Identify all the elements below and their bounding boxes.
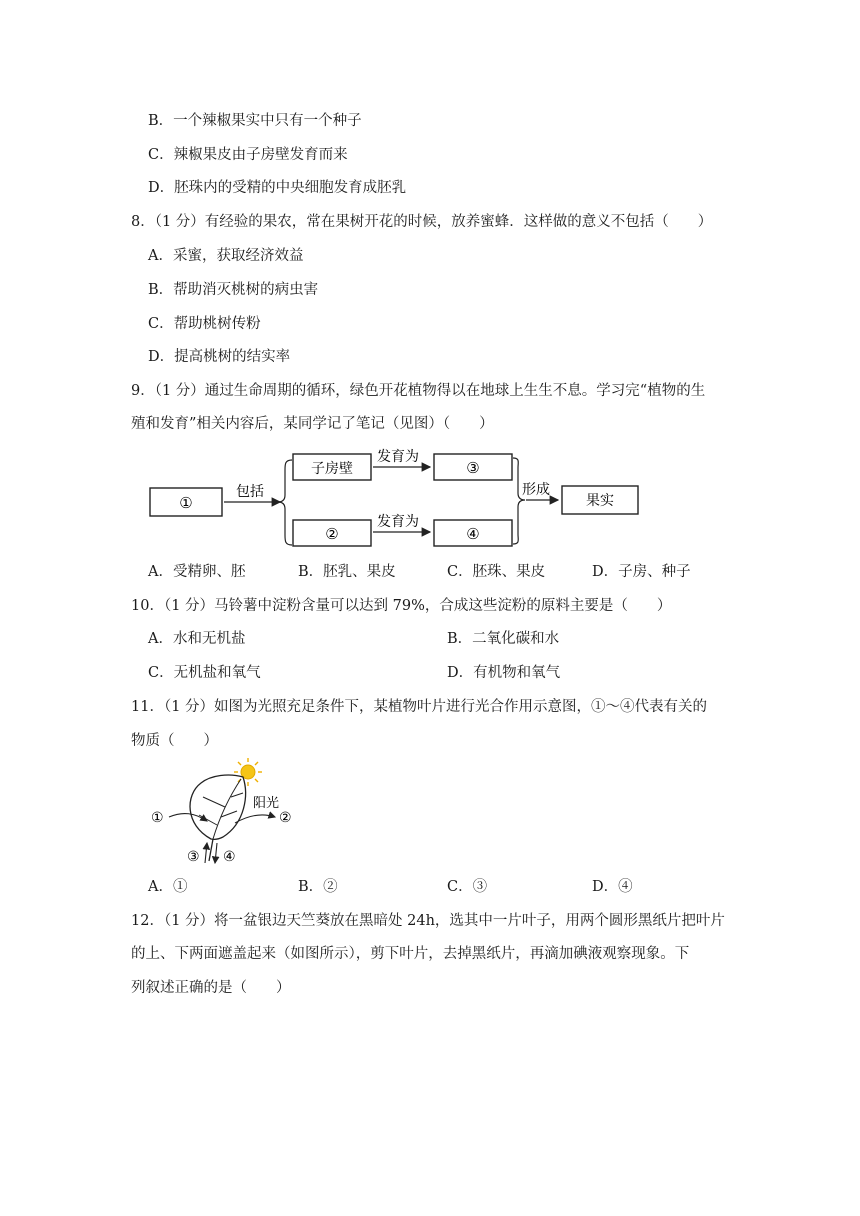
diagram-box-2-label: ②: [325, 525, 339, 543]
q11-stem-line1: 11．（1 分）如图为光照充足条件下，某植物叶片进行光合作用示意图，①～④代表有关的: [131, 699, 708, 715]
q8-option-a: A．采蜜，获取经济效益: [148, 248, 304, 264]
q9-stem-line1: 9．（1 分）通过生命周期的循环，绿色开花植物得以在地球上生生不息。学习完“植物的生: [131, 383, 706, 399]
label-4: ④: [223, 849, 236, 865]
leaf-veins: [199, 779, 243, 839]
left-brace: [278, 460, 292, 545]
develop-arrow-bottom-label: 发育为: [377, 514, 419, 530]
q11-stem-line2: 物质（ ）: [131, 733, 218, 749]
diagram-box-3-label: ③: [466, 459, 480, 477]
develop-arrow-top-label: 发育为: [377, 449, 419, 465]
leaf-stem: [209, 839, 213, 861]
right-brace: [513, 458, 525, 544]
diagram-box-ovary-wall-label: 子房壁: [311, 461, 353, 477]
q9-flow-diagram: [140, 448, 660, 553]
q9-option-a: A．受精卵、胚: [148, 564, 246, 580]
label-1: ①: [151, 810, 164, 826]
diagram-box-fruit-label: 果实: [586, 493, 614, 509]
include-arrow-label: 包括: [236, 484, 264, 500]
q12-stem-line3: 列叙述正确的是（ ）: [131, 980, 291, 996]
diagram-box-4-label: ④: [466, 525, 480, 543]
q10-stem: 10．（1 分）马铃薯中淀粉含量可以达到 79%，合成这些淀粉的原料主要是（ ）: [131, 598, 672, 614]
input-arrow-1: [169, 814, 207, 821]
down-arrow-4: [215, 843, 217, 863]
q11-option-b: B．②: [298, 879, 338, 895]
label-2: ②: [279, 810, 292, 826]
q10-option-b: B．二氧化碳和水: [447, 631, 560, 647]
q11-leaf-figure: [145, 755, 305, 870]
q10-option-d: D．有机物和氧气: [447, 665, 561, 681]
q9-option-b: B．胚乳、果皮: [298, 564, 396, 580]
q7-option-d: D．胚珠内的受精的中央细胞发育成胚乳: [148, 180, 407, 196]
q9-option-d: D．子房、种子: [592, 564, 691, 580]
q11-option-c: C．③: [447, 879, 488, 895]
q10-option-c: C．无机盐和氧气: [148, 665, 261, 681]
q8-option-d: D．提高桃树的结实率: [148, 349, 291, 365]
up-arrow-3: [205, 843, 207, 863]
q11-option-d: D．④: [592, 879, 633, 895]
q12-stem-line1: 12．（1 分）将一盆银边天竺葵放在黑暗处 24h，选其中一片叶子，用两个圆形黑纸片把叶片: [131, 913, 725, 929]
sunlight-label: 阳光: [253, 796, 280, 811]
q9-stem-line2: 殖和发育”相关内容后，某同学记了笔记（见图）（ ）: [131, 416, 494, 432]
q11-option-a: A．①: [148, 879, 188, 895]
form-arrow-label: 形成: [522, 482, 550, 498]
q8-option-c: C．帮助桃树传粉: [148, 316, 261, 332]
q12-stem-line2: 的上、下两面遮盖起来（如图所示），剪下叶片，去掉黑纸片，再滴加碘液观察现象。下: [131, 946, 690, 962]
q7-option-b: B．一个辣椒果实中只有一个种子: [148, 113, 362, 129]
q8-stem: 8．（1 分）有经验的果农，常在果树开花的时候，放养蜜蜂．这样做的意义不包括（ ）: [131, 214, 713, 230]
sun-icon: [234, 758, 262, 786]
q9-option-c: C．胚珠、果皮: [447, 564, 546, 580]
q10-option-a: A．水和无机盐: [148, 631, 246, 647]
q8-option-b: B．帮助消灭桃树的病虫害: [148, 282, 319, 298]
q7-option-c: C．辣椒果皮由子房壁发育而来: [148, 147, 348, 163]
diagram-box-1-label: ①: [179, 494, 193, 512]
label-3: ③: [187, 849, 200, 865]
